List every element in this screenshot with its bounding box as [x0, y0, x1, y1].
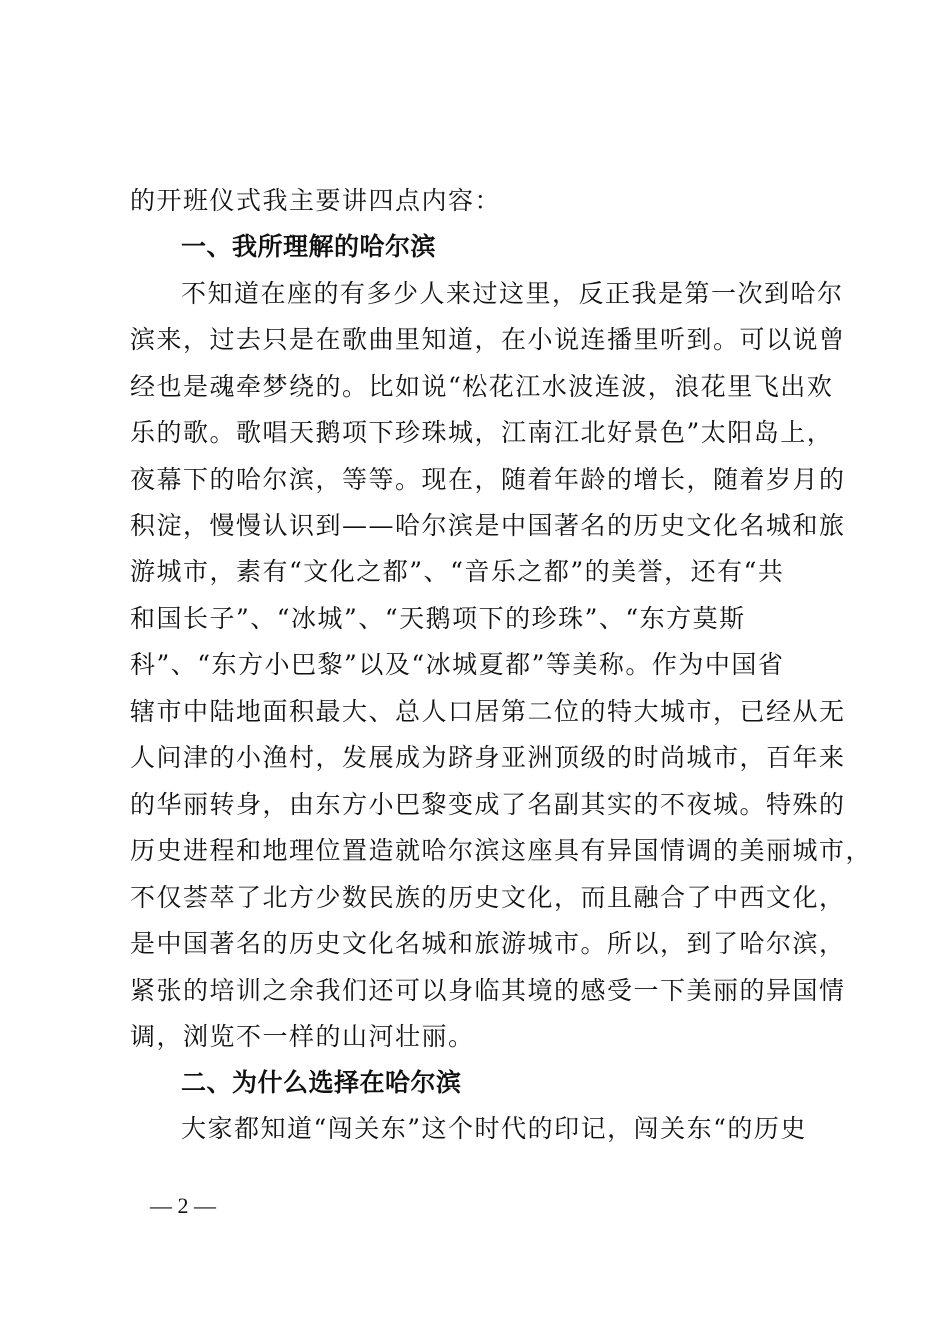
paragraph-line: 游城市，素有“文化之都”、“音乐之都”的美誉，还有“共 — [130, 557, 785, 586]
paragraph-line: 不知道在座的有多少人来过这里，反正我是第一次到哈尔 — [181, 279, 844, 308]
paragraph-line: 辖市中陆地面积最大、总人口居第二位的特大城市，已经从无 — [130, 697, 846, 726]
section-heading-2: 二、为什么选择在哈尔滨 — [181, 1068, 462, 1097]
paragraph-line: 是中国著名的历史文化名城和旅游城市。所以，到了哈尔滨， — [130, 929, 846, 958]
paragraph-line: 科”、“东方小巴黎”以及“冰城夏都”等美称。作为中国省 — [130, 650, 785, 679]
text-line-intro: 的开班仪式我主要讲四点内容： — [130, 186, 502, 215]
paragraph-line: 的华丽转身，由东方小巴黎变成了名副其实的不夜城。特殊的 — [130, 790, 846, 819]
paragraph-line: 夜幕下的哈尔滨，等等。现在，随着年龄的增长，随着岁月的 — [130, 465, 846, 494]
paragraph-line: 历史进程和地理位置造就哈尔滨这座具有异国情调的美丽城市， — [130, 836, 873, 865]
paragraph-line: 大家都知道“闯关东”这个时代的印记，闯关东“的历史 — [181, 1114, 807, 1143]
paragraph-line: 和国长子”、“冰城”、“天鹅项下的珍珠”、“东方莫斯 — [130, 604, 746, 633]
paragraph-line: 乐的歌。歌唱天鹅项下珍珠城，江南江北好景色”太阳岛上， — [130, 418, 834, 447]
paragraph-line: 经也是魂牵梦绕的。比如说“松花江水波连波，浪花里飞出欢 — [130, 372, 834, 401]
paragraph-line: 调，浏览不一样的山河壮丽。 — [130, 1022, 475, 1051]
paragraph-line: 不仅荟萃了北方少数民族的历史文化，而且融合了中西文化， — [130, 883, 846, 912]
paragraph-line: 滨来，过去只是在歌曲里知道，在小说连播里听到。可以说曾 — [130, 325, 846, 354]
paragraph-line: 人问津的小渔村，发展成为跻身亚洲顶级的时尚城市，百年来 — [130, 743, 846, 772]
page-number: — 2 — — [150, 1193, 216, 1218]
paragraph-line: 积淀，慢慢认识到——哈尔滨是中国著名的历史文化名城和旅 — [130, 511, 846, 540]
section-heading-1: 一、我所理解的哈尔滨 — [181, 232, 437, 261]
paragraph-line: 紧张的培训之余我们还可以身临其境的感受一下美丽的异国情 — [130, 976, 846, 1005]
